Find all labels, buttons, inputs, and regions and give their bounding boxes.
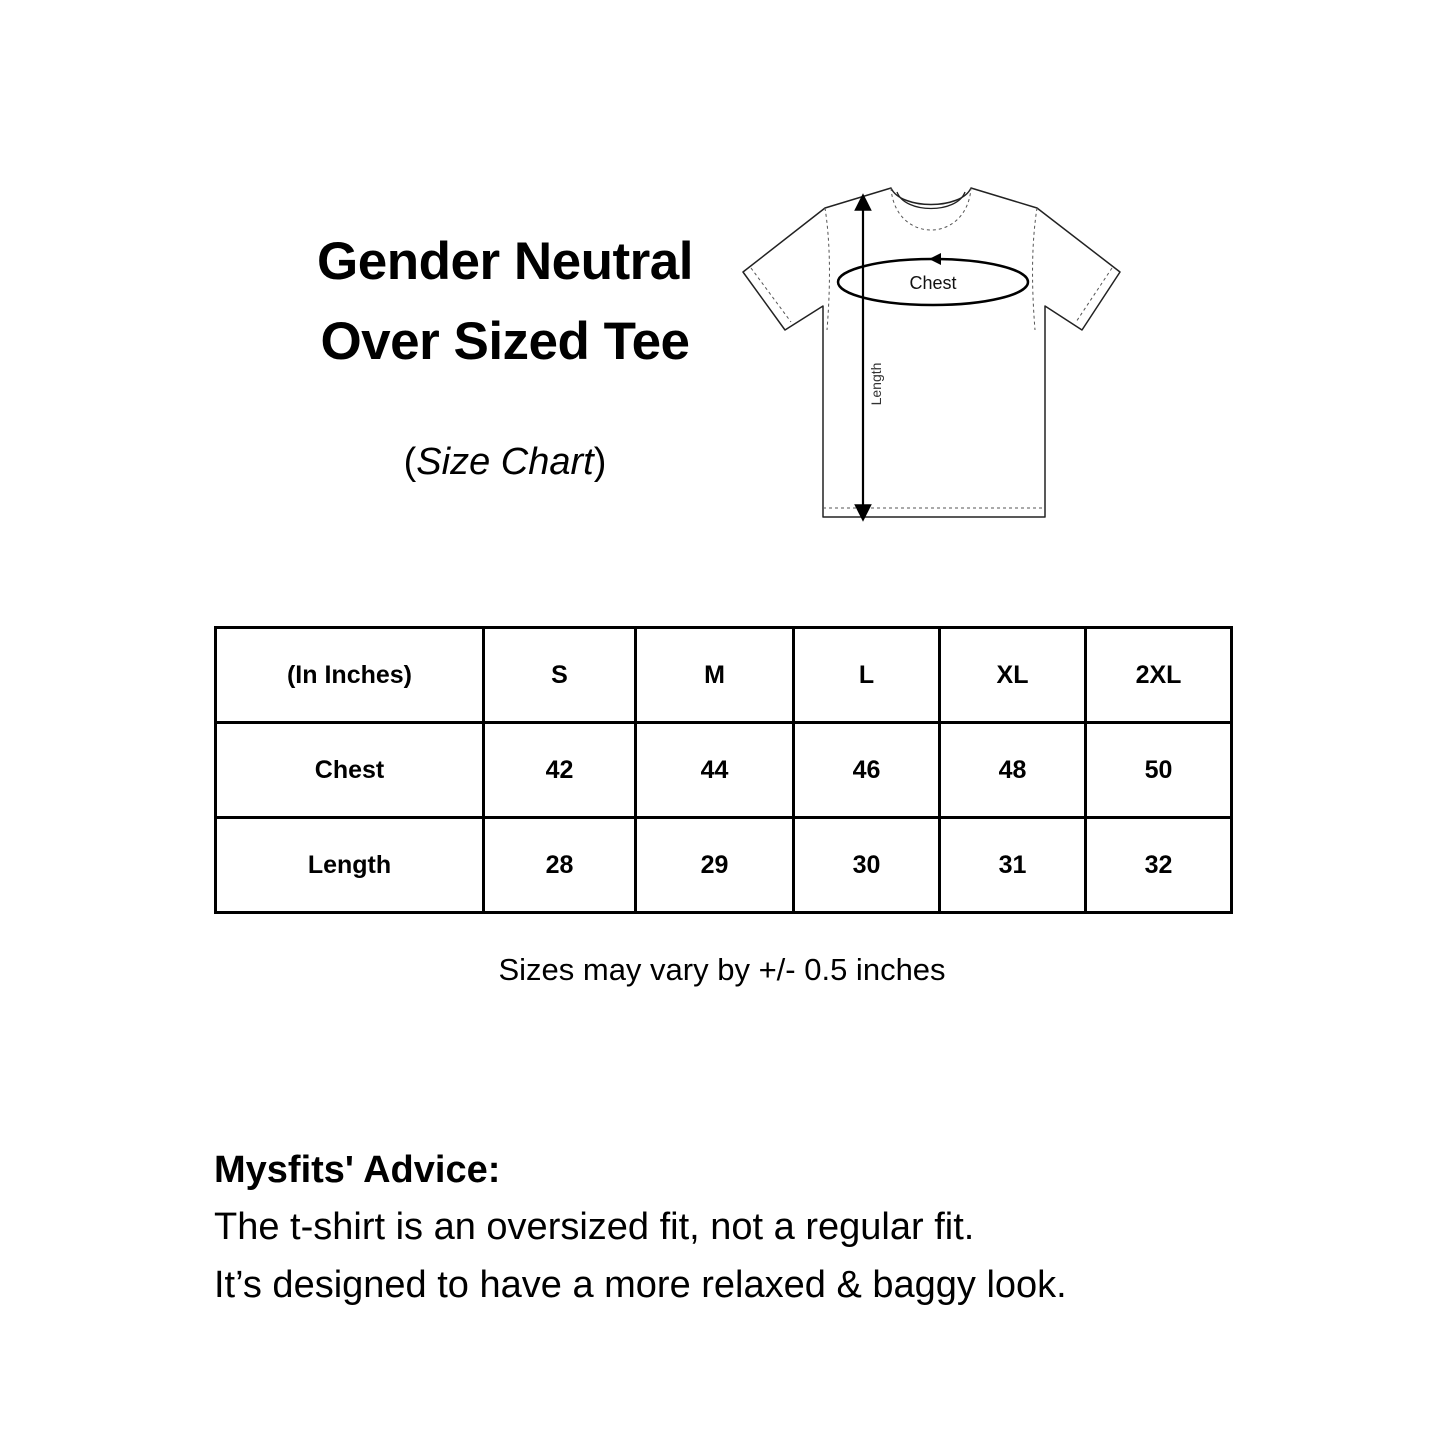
table-header-cell: S [484, 628, 636, 723]
table-cell: 46 [794, 723, 940, 818]
table-cell: 50 [1086, 723, 1232, 818]
tshirt-diagram [735, 180, 1135, 525]
advice-line-2: It’s designed to have a more relaxed & baggy look. [214, 1264, 1067, 1306]
size-chart-subtitle: (Size Chart) [403, 441, 607, 483]
table-header-cell: 2XL [1086, 628, 1232, 723]
table-cell: 29 [636, 818, 794, 913]
table-row [216, 723, 1232, 818]
table-cell: 31 [940, 818, 1086, 913]
size-variance-note: Sizes may vary by +/- 0.5 inches [498, 952, 946, 987]
table-cell: 42 [484, 723, 636, 818]
table-header-row [216, 628, 1232, 723]
table-cell: 30 [794, 818, 940, 913]
chest-label: Chest [909, 273, 957, 293]
table-cell: 28 [484, 818, 636, 913]
table-cell: 32 [1086, 818, 1232, 913]
table-header-cell: L [794, 628, 940, 723]
title-line-2: Over Sized Tee [320, 312, 690, 371]
subtitle-text: Size Chart [416, 441, 594, 483]
table-row [216, 818, 1232, 913]
advice-heading: Mysfits' Advice: [214, 1149, 501, 1191]
tshirt-outline [743, 188, 1120, 517]
table-cell: 48 [940, 723, 1086, 818]
advice-line-1: The t-shirt is an oversized fit, not a regular fit. [214, 1206, 975, 1248]
title-line-1: Gender Neutral [317, 232, 693, 291]
advice-section [214, 1142, 1314, 1314]
size-table [214, 626, 1233, 914]
table-header-cell: M [636, 628, 794, 723]
length-label: Length [868, 362, 884, 406]
table-row-label: Chest [216, 723, 484, 818]
product-title [290, 222, 720, 382]
table-row-label: Length [216, 818, 484, 913]
table-header-cell: (In Inches) [216, 628, 484, 723]
table-cell: 44 [636, 723, 794, 818]
table-header-cell: XL [940, 628, 1086, 723]
